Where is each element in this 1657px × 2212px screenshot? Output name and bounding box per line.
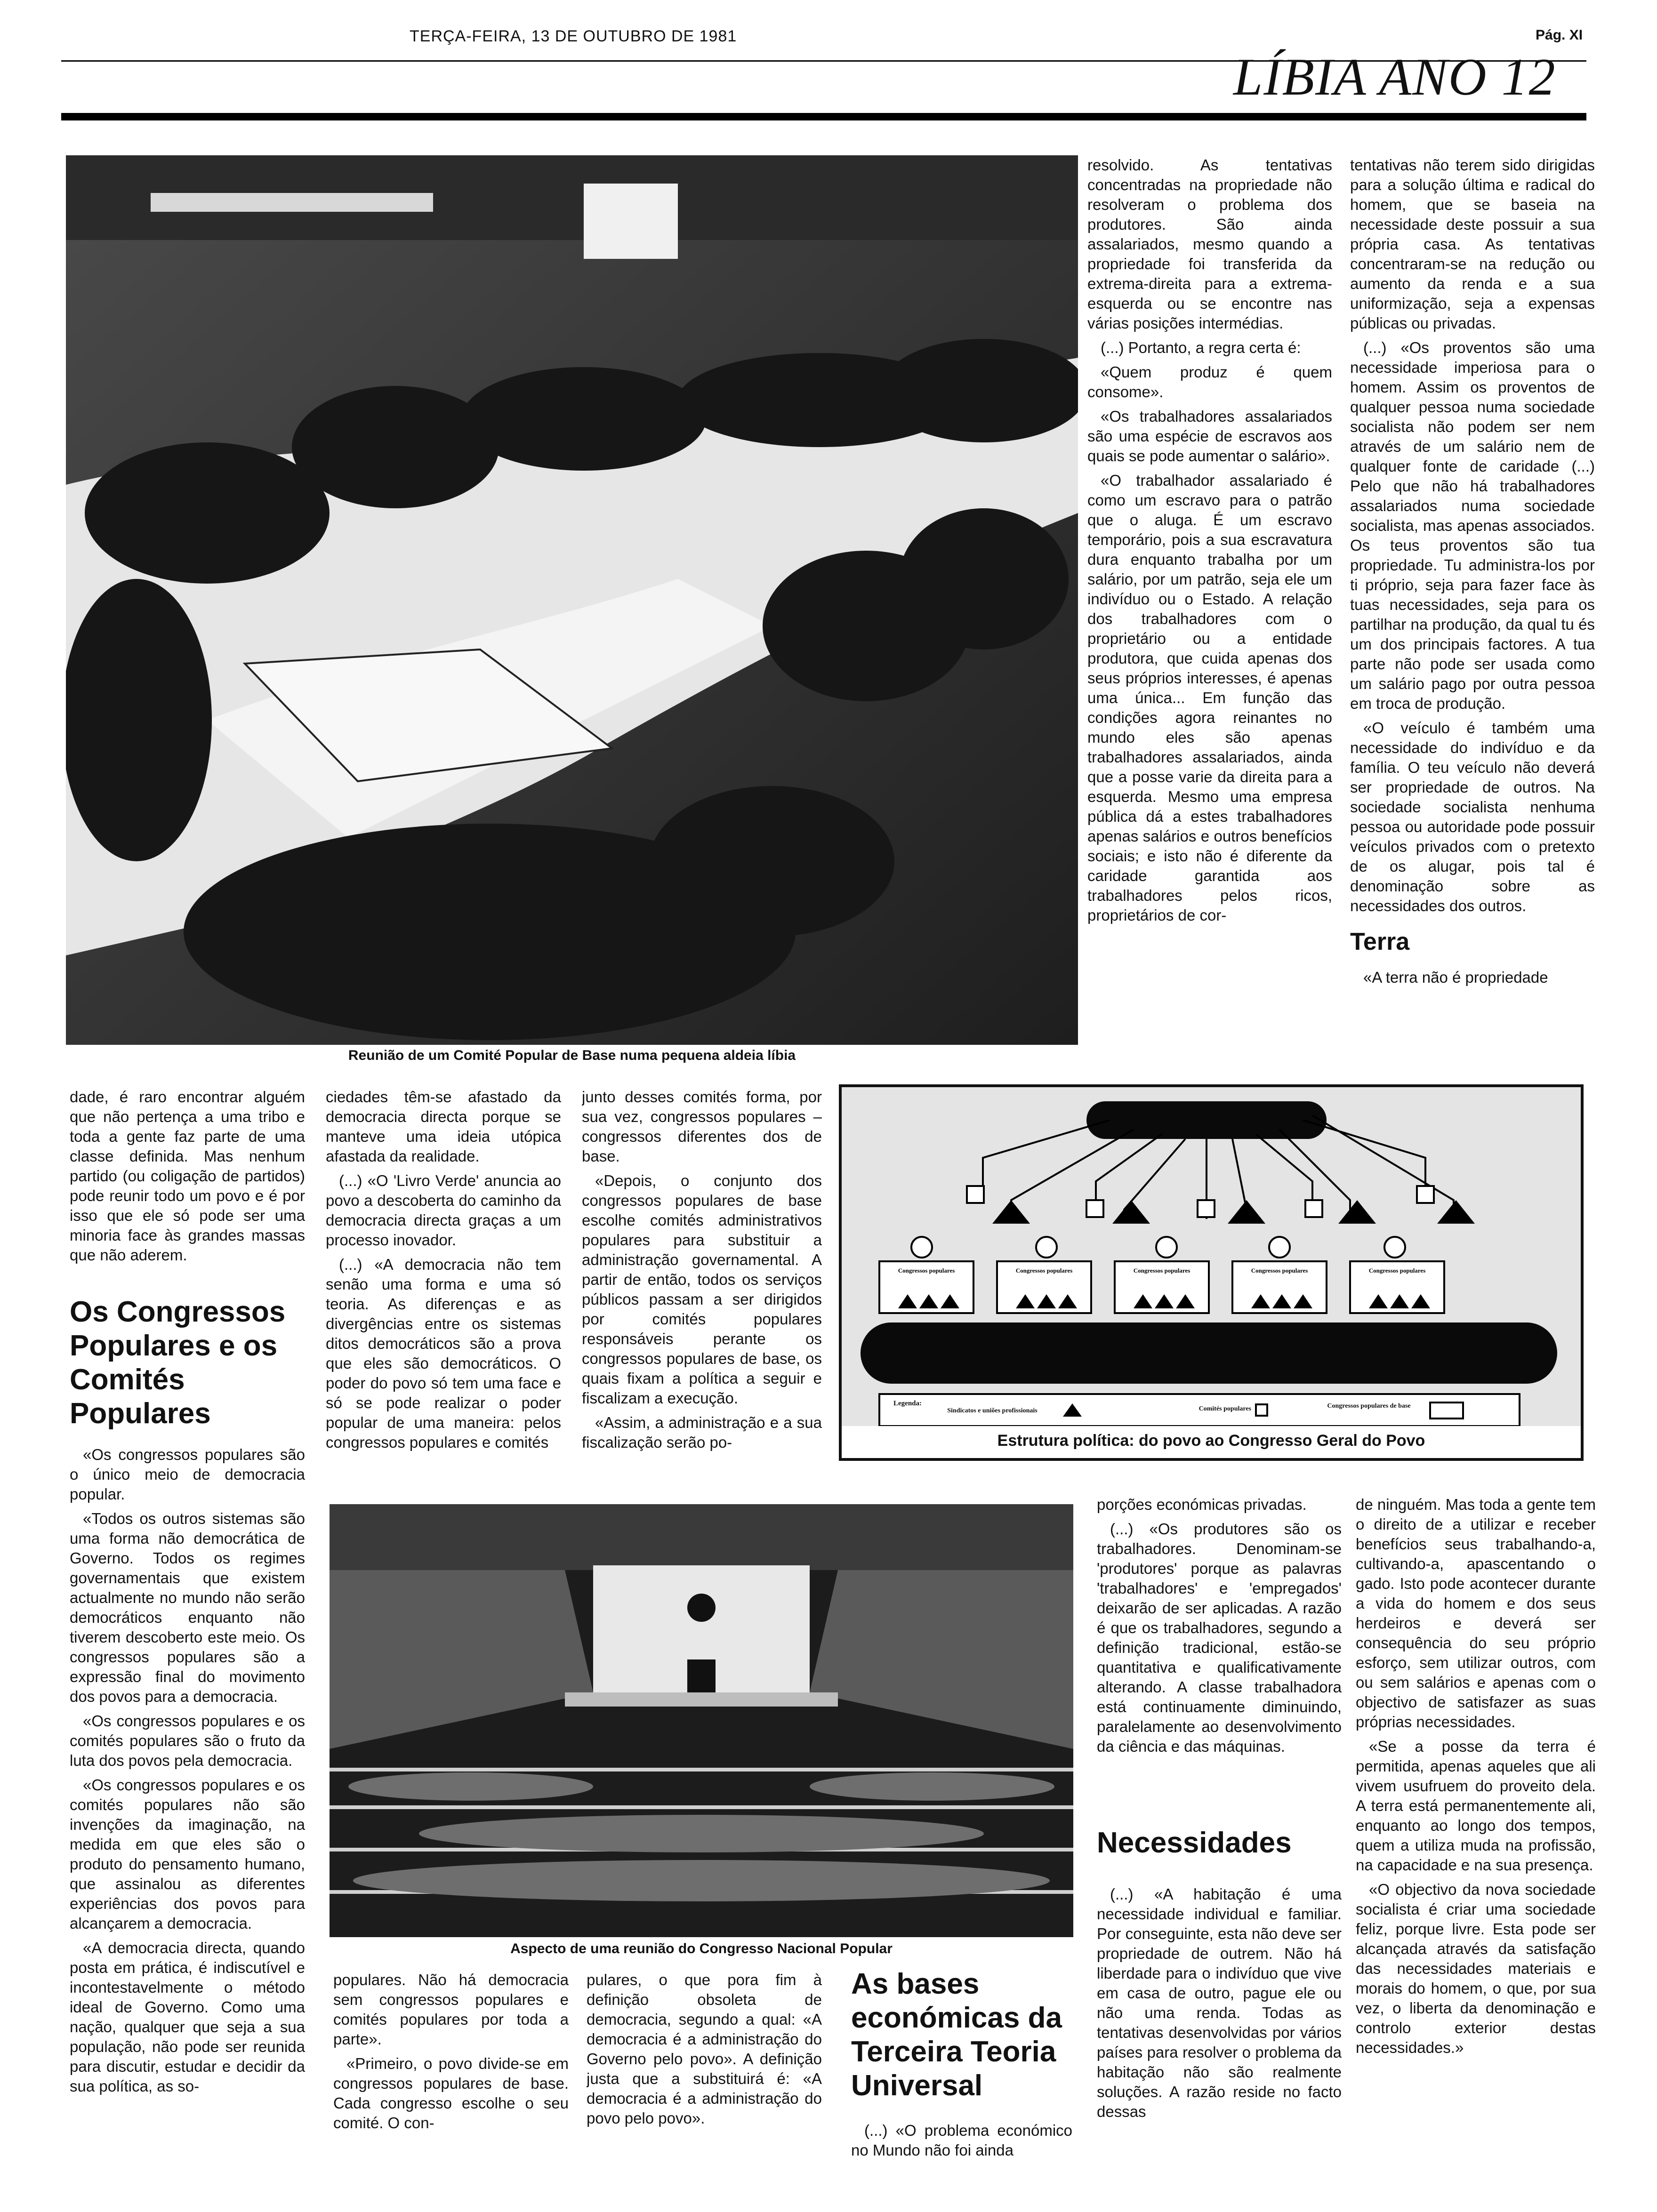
svg-text:Congressos populares: Congressos populares <box>1251 1267 1308 1274</box>
paragraph: (...) «A habitação é uma necessidade individual e familiar. Por conseguinte, esta não deve ser propriedade de outrem. Não há liberdade para o indivíduo que vive em casa de outro, pague ele ou não uma renda. Todas as tentativas desenvolvidas por vários países para resolver o problema da habitação não são realmente soluções. A razão reside no facto dessas <box>1097 1885 1342 2120</box>
column-bottom-2 <box>333 1970 569 2177</box>
paragraph: «Depois, o conjunto dos congressos populares de base escolhe comités administrativos populares para substituir a administração governamental. A partir de então, todos os serviços públicos passam a ser dirigidos por comités populares responsáveis perante os congressos populares de base, os quais fixam a política a seguir e fiscalizam a execução. <box>582 1172 822 1407</box>
column-upper-right-1 <box>1087 155 1332 1040</box>
bottom-photo <box>330 1504 1073 1937</box>
top-photo <box>66 155 1078 1045</box>
paragraph: populares. Não há democracia sem congressos populares e comités populares por toda a parte». <box>333 1971 569 2048</box>
paragraph: «Os trabalhadores assalariados são uma espécie de escravos aos quais se pode aumentar o salário». <box>1087 408 1332 465</box>
legend-comites: Comités populares <box>1199 1405 1251 1412</box>
column-upper-right-2 <box>1350 155 1595 1040</box>
paragraph: (...) «O 'Livro Verde' anuncia ao povo a descoberta do caminho da democracia directa graças a um processo inovador. <box>326 1172 561 1249</box>
paragraph: (...) «A democracia não tem senão uma forma e uma só teoria. As diferenças e as divergências entre os sistemas ditos democráticos são a prova que eles são democráticos. O poder do povo só tem uma face e só se pode realizar o poder popular de uma maneira: pelos congressos populares e comités <box>326 1256 561 1451</box>
paragraph: «O veículo é também uma necessidade do indivíduo e da família. O teu veículo não deverá ser propriedade de outros. Na sociedade socialista nenhuma pessoa ou autoridade pode possuir veículos privados com o pretexto de os alugar, pois tal é denominação sobre as necessidades dos outros. <box>1350 719 1595 914</box>
paragraph: «Quem produz é quem consome». <box>1087 363 1332 401</box>
bottom-photo-caption: Aspecto de uma reunião do Congresso Nacional Popular <box>510 1941 893 1956</box>
diagram-caption: Estrutura política: do povo ao Congresso Geral do Povo <box>997 1432 1425 1450</box>
svg-text:Congressos populares: Congressos populares <box>898 1267 955 1274</box>
section-heading-necessidades: Necessidades <box>1097 1827 1292 1859</box>
paragraph: «Primeiro, o povo divide-se em congressos populares de base. Cada congresso escolhe o seu comité. O con- <box>333 2055 569 2132</box>
paragraph: «Assim, a administração e a sua fiscalização serão po- <box>582 1414 822 1451</box>
paragraph: «Os congressos populares e os comités populares não são invenções da imaginação, na medida em que eles são o produto do pensamento humano, que assinalou as diferentes experiências dos povos para alcançarem a democracia. <box>70 1776 305 1932</box>
column-lower-right-1b <box>1097 1884 1342 2176</box>
column-middle-1 <box>70 1087 305 1280</box>
column-bottom-3 <box>587 1970 822 2177</box>
top-photo-caption: Reunião de um Comité Popular de Base numa pequena aldeia líbia <box>348 1048 796 1063</box>
people-pill <box>861 1322 1557 1384</box>
paragraph: (...) Portanto, a regra certa é: <box>1101 339 1301 356</box>
column-lower-1 <box>70 1445 305 2179</box>
paragraph: «Se a posse da terra é permitida, apenas aqueles que ali vivem usufruem do proveito dela. A terra está permanentemente ali, enquanto ao longo dos tempos, quem a utiliza muda na profissão, na capacidade e na sua presença. <box>1356 1738 1596 1874</box>
column-bottom-4 <box>851 2121 1072 2182</box>
header-date: TERÇA-FEIRA, 13 DE OUTUBRO DE 1981 <box>410 27 737 45</box>
paragraph: tentativas não terem sido dirigidas para a solução última e radical do homem, que se baseia na necessidade deste possuir a sua própria casa. As tentativas concentraram-se na redução ou aumento da renda e a sua uniformização, seja a expensas públicas ou privadas. <box>1350 156 1595 332</box>
paragraph: «A terra não é propriedade <box>1363 969 1548 986</box>
paragraph: «Todos os outros sistemas são uma forma não democrática de Governo. Todos os regimes governamentais que existem actualmente no mundo não serão democráticos enquanto não tiverem descoberto este meio. Os congressos populares são a expressão final do movimento dos povos para a democracia. <box>70 1510 305 1705</box>
meeting-photo-image <box>66 155 1078 1045</box>
paragraph: (...) «Os proventos são uma necessidade imperiosa para o homem. Assim os proventos de qualquer pessoa numa sociedade socialista não podem ser nem através de um salário nem de qualquer fonte de caridade (...) Pelo que não há trabalhadores assalariados numa sociedade socialista, mas apenas associados. Os teus proventos são tua propriedade. Tu administra-los por ti próprio, seja para fazer face às tuas necessidades, seja para os partilhar na produção, da qual tu és um dos principais factores. A tua parte não pode ser usada como um salário pago por outra pessoa em troca de produção. <box>1350 339 1595 712</box>
paragraph: «O objectivo da nova sociedade socialista é criar uma sociedade feliz, porque livre. Esta pode ser alcançada através da satisfação das necessidades materiais e morais do homem, o que, por sua vez, o liberta da denominação e controlo exterior destas necessidades.» <box>1356 1881 1596 2056</box>
svg-text:Congressos populares: Congressos populares <box>1368 1267 1426 1274</box>
svg-text:Congressos populares: Congressos populares <box>1133 1267 1190 1274</box>
paragraph: «Os congressos populares e os comités populares são o fruto da luta dos povos pela democracia. <box>70 1712 305 1769</box>
column-middle-2 <box>326 1087 561 1478</box>
paragraph: pulares, o que pora fim à definição obsoleta de democracia, segundo a qual: «A democracia é a administração do Governo pelo povo». A definição justa que a substituirá é: «A democracia é a administração do povo pelo povo». <box>587 1971 822 2127</box>
political-structure-diagram <box>839 1084 1584 1461</box>
paragraph: junto desses comités forma, por sua vez, congressos populares – congressos diferentes dos de base. <box>582 1088 822 1165</box>
paragraph: «A democracia directa, quando posta em prática, é indiscutível e incontestavelmente o método ideal de Governo. Como uma nação, qualquer que seja a sua população, não pode ser reunida para discutir, estudar e decidir da sua política, as so- <box>70 1939 305 2095</box>
paragraph: «O trabalhador assalariado é como um escravo para o patrão que o aluga. É um escravo temporário, pois a sua escravatura dura enquanto trabalha por um salário, por um patrão, seja ele um indivíduo ou o Estado. A relação dos trabalhadores com o proprietário ou a entidade produtora, que cuida apenas dos seus próprios interesses, é apenas uma única... Em função das condições agora reinantes no mundo eles são apenas trabalhadores assalariados, ainda que a posse varie da direita para a esquerda. Mesmo uma empresa pública dá a estes trabalhadores apenas salários e outros benefícios sociais; e isto não é diferente da caridade garantida aos trabalhadores pelos ricos, proprietários de cor- <box>1087 472 1332 924</box>
paragraph: «Os congressos populares são o único meio de democracia popular. <box>70 1446 305 1503</box>
svg-text:Congressos populares: Congressos populares <box>1015 1267 1073 1274</box>
column-lower-right-1 <box>1097 1495 1342 1824</box>
paragraph: dade, é raro encontrar alguém que não pertença a uma tribo e toda a gente faz parte de uma classe definida. Mas nenhum partido (ou coligação de partidos) pode reunir todo um povo e é por isso que ele só pode ser uma minoria face às grandes massas que não aderem. <box>70 1088 305 1264</box>
paragraph: ciedades têm-se afastado da democracia directa porque se manteve uma ideia utópica afastada da realidade. <box>326 1088 561 1165</box>
legend-congressos: Congressos populares de base <box>1327 1403 1411 1410</box>
section-title: LÍBIA ANO 12 <box>1233 48 1556 106</box>
paragraph: (...) «Os produtores são os trabalhadores. Denominam-se 'produtores' porque as palavras 'trabalhadores' e 'empregados' deixarão de ser aplicadas. A razão é que os trabalhadores, segundo a definição tradicional, estão-se quantitativa e qualificativamente alterando. A classe trabalhadora está continuamente diminuindo, paralelamente ao desenvolvimento da ciência e das máquinas. <box>1097 1520 1342 1755</box>
legend-sindicatos: Sindicatos e uniões profissionais <box>947 1407 1038 1414</box>
paragraph: resolvido. As tentativas concentradas na propriedade não resolveram o problema dos produtores. São ainda assalariados, mesmo quando a propriedade foi transferida da extrema-direita para a extrema-esquerda ou se encontre nas várias posições intermédias. <box>1087 156 1332 332</box>
diagram-drawing <box>842 1087 1581 1426</box>
paragraph: de ninguém. Mas toda a gente tem o direito de a utilizar e receber benefícios seus trabalhando-a, cultivando-a, apascentando o gado. Isto pode acontecer durante a vida do homem e dos seus herdeiros e deverá ser consequência do seu próprio esforço, sem utilizar outros, com ou sem salários e apenas com o objectivo de satisfazer as suas próprias necessidades. <box>1356 1496 1596 1731</box>
column-lower-right-2 <box>1356 1495 1596 2182</box>
paragraph: porções económicas privadas. <box>1097 1496 1307 1513</box>
congress-photo-image <box>330 1504 1073 1937</box>
header-thick-rule <box>61 113 1586 120</box>
section-heading-congressos: Os Congressos Populares e os Comités Populares <box>70 1296 286 1430</box>
section-heading-bases: As bases económicas da Terceira Teoria Universal <box>851 1968 1062 2102</box>
subhead-terra: Terra <box>1350 928 1410 955</box>
column-middle-3 <box>582 1087 822 1478</box>
paragraph: (...) «O problema económico no Mundo não foi ainda <box>851 2122 1072 2159</box>
page-number: Pág. XI <box>1536 27 1583 43</box>
general-congress-pill <box>1086 1101 1327 1139</box>
legend-title: Legenda: <box>893 1400 922 1407</box>
